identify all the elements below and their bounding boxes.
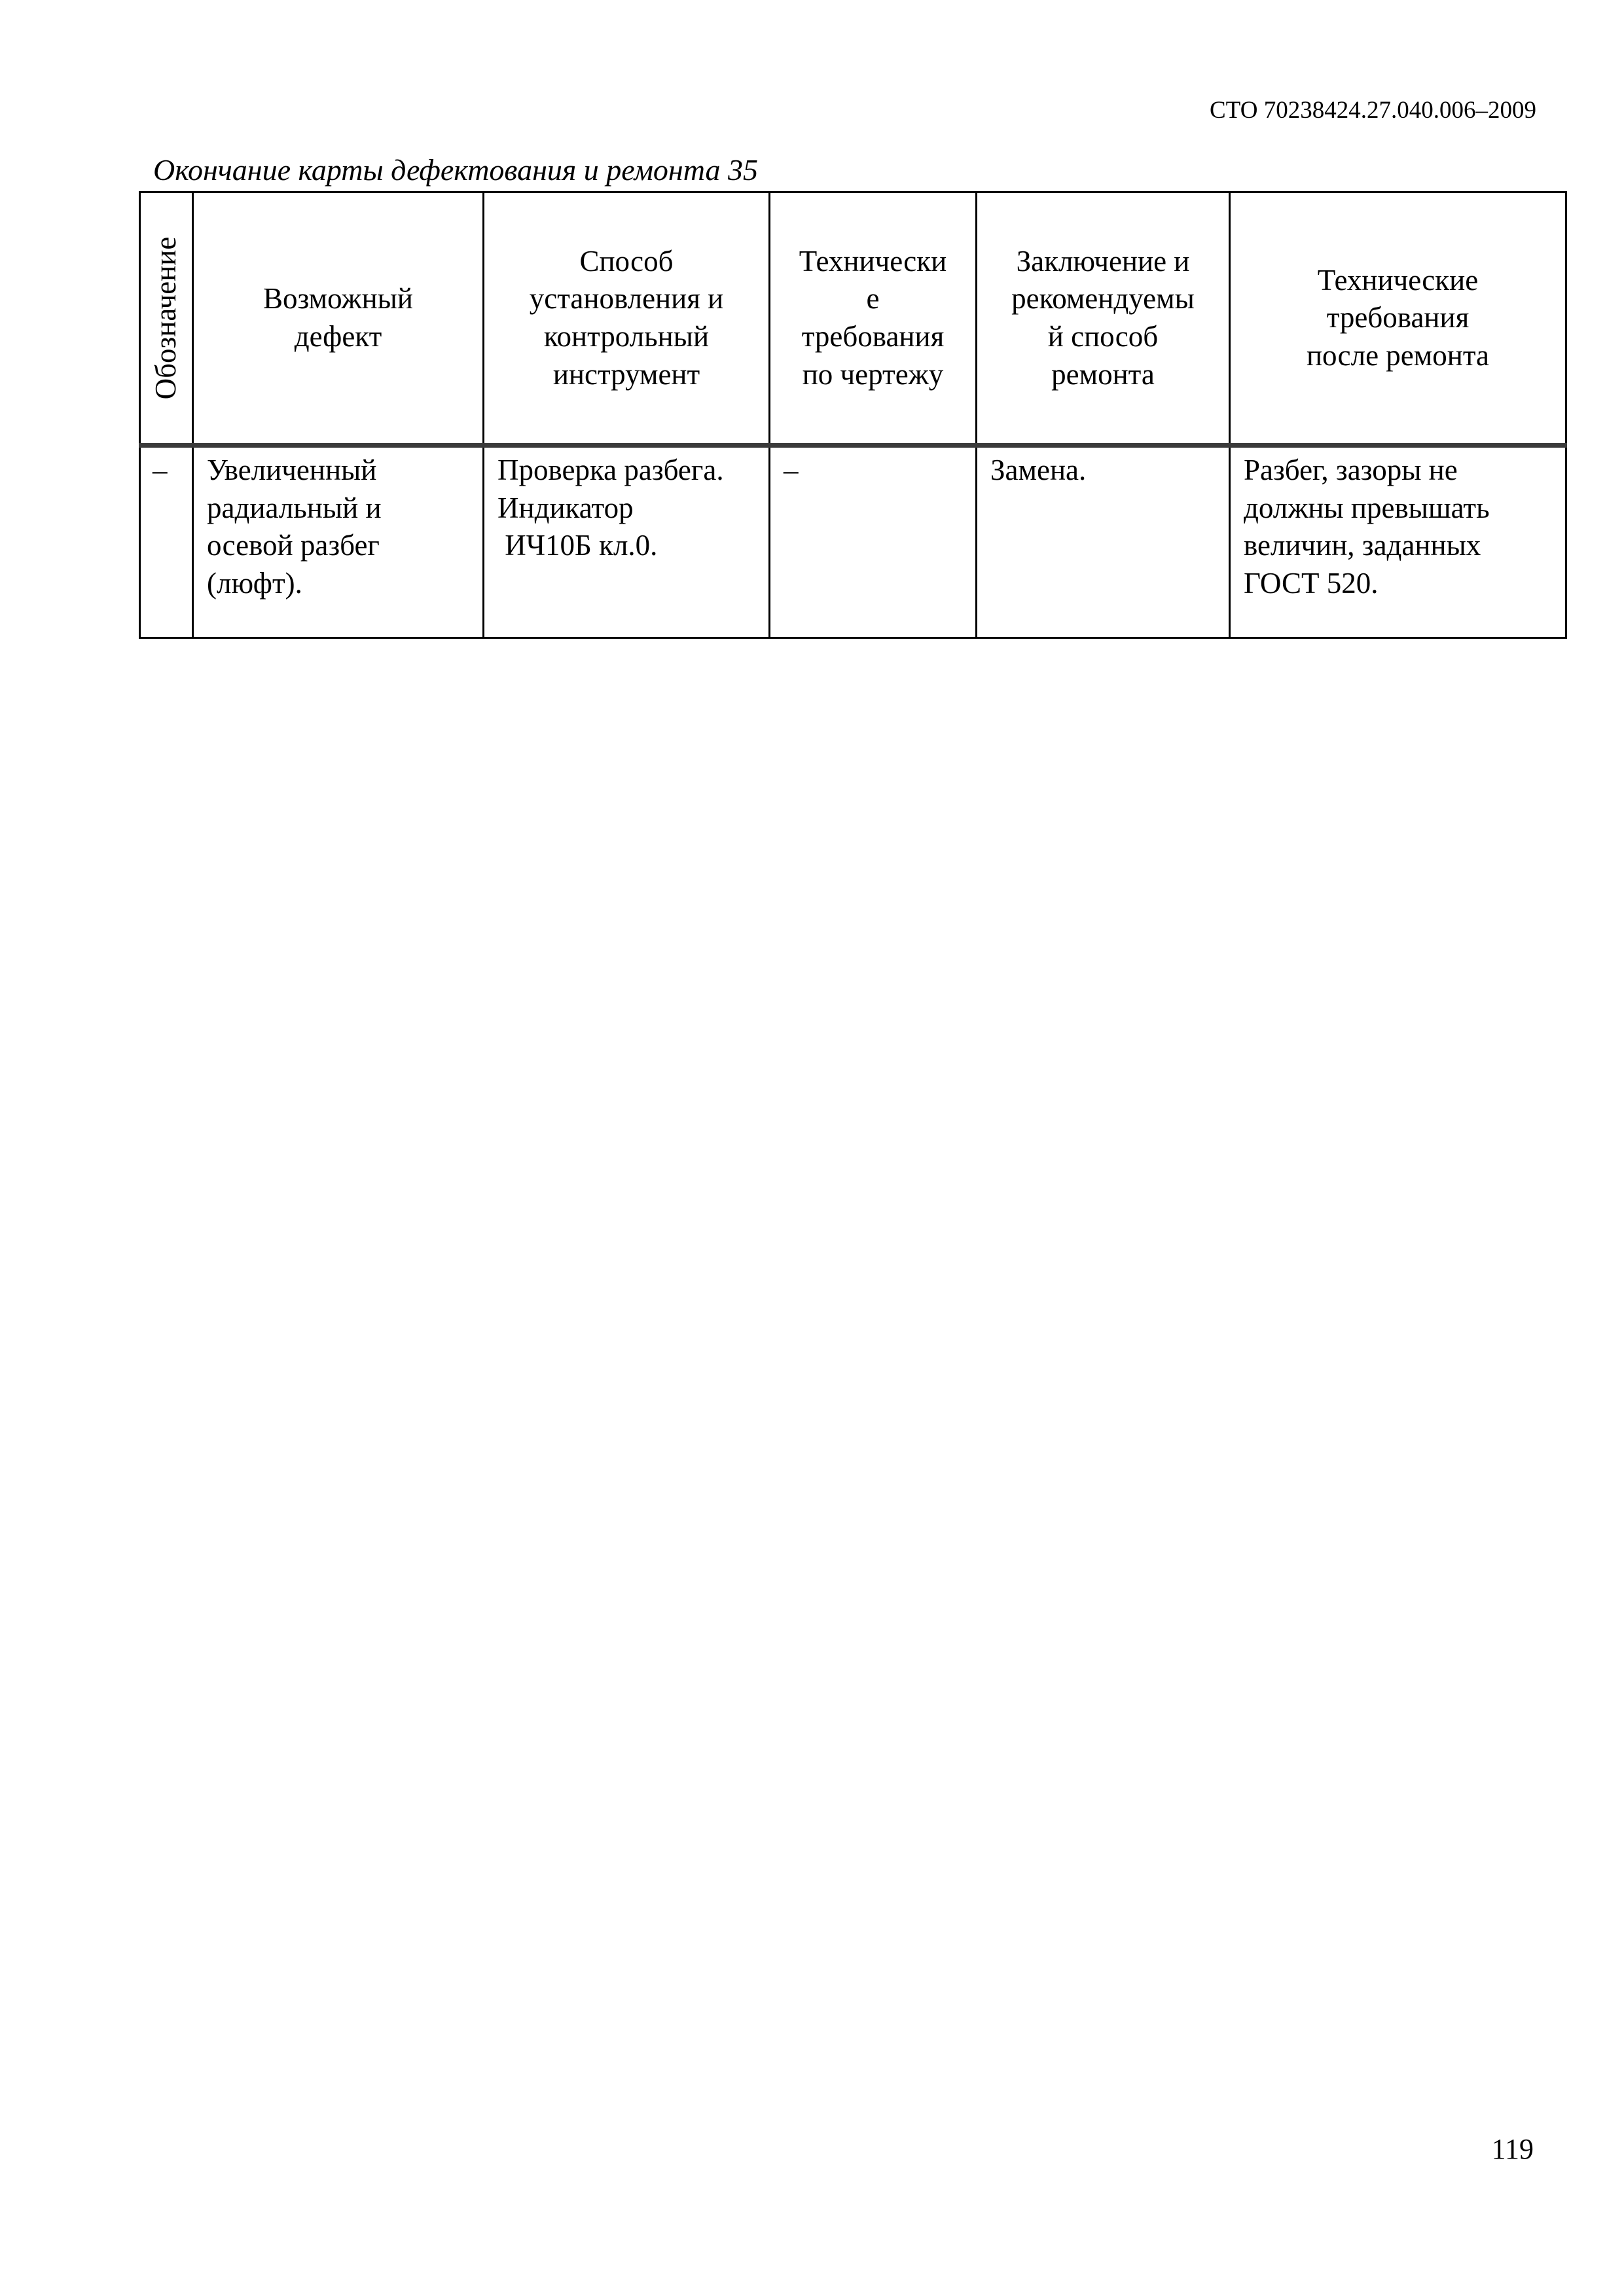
page-number: 119 bbox=[1491, 2133, 1534, 2165]
table-caption: Окончание карты дефектования и ремонта 35 bbox=[153, 153, 759, 187]
cell-line: Индикатор bbox=[497, 491, 634, 524]
cell-line: Проверка разбега. bbox=[497, 454, 724, 486]
header-line: требования bbox=[801, 320, 945, 353]
header-line: после ремонта bbox=[1306, 338, 1490, 372]
header-line: Способ bbox=[579, 244, 674, 278]
header-after-repair-label bbox=[1300, 262, 1496, 375]
header-line: по чертежу bbox=[802, 357, 944, 391]
cell-line: осевой разбег bbox=[207, 529, 380, 562]
defect-repair-table bbox=[139, 191, 1567, 639]
header-line: дефект bbox=[294, 320, 382, 353]
header-conclusion bbox=[977, 192, 1230, 446]
cell-conclusion: Замена. bbox=[977, 446, 1230, 638]
header-drawing-requirements-label bbox=[793, 243, 953, 393]
header-line: установления и bbox=[529, 282, 724, 315]
header-detection-method bbox=[484, 192, 770, 446]
header-designation bbox=[140, 192, 193, 446]
cell-line: ГОСТ 520. bbox=[1244, 566, 1379, 600]
cell-method bbox=[484, 446, 770, 638]
cell-line: ИЧ10Б кл.0. bbox=[497, 529, 658, 562]
header-designation-label: Обозначение bbox=[149, 236, 183, 400]
table-header-row bbox=[140, 192, 1566, 446]
cell-drawing-requirements: – bbox=[770, 446, 977, 638]
header-line: контрольный bbox=[543, 320, 710, 353]
table-row bbox=[140, 446, 1566, 638]
cell-designation: – bbox=[140, 446, 193, 638]
cell-line: (люфт). bbox=[207, 566, 302, 600]
header-line: й способ bbox=[1047, 320, 1159, 353]
header-line: инструмент bbox=[552, 357, 700, 391]
cell-line: Увеличенный bbox=[207, 454, 377, 486]
header-line: Заключение и bbox=[1016, 244, 1190, 278]
header-drawing-requirements bbox=[770, 192, 977, 446]
header-line: рекомендуемы bbox=[1011, 282, 1195, 315]
cell-line: должны превышать bbox=[1244, 491, 1490, 524]
cell-line: величин, заданных bbox=[1244, 529, 1481, 562]
cell-after-repair bbox=[1230, 446, 1566, 638]
document-code: СТО 70238424.27.040.006–2009 bbox=[1209, 97, 1536, 124]
header-conclusion-label bbox=[1005, 243, 1201, 393]
cell-defect bbox=[193, 446, 484, 638]
header-after-repair bbox=[1230, 192, 1566, 446]
header-line: е bbox=[866, 282, 880, 315]
header-line: Технически bbox=[799, 244, 947, 278]
cell-line: Разбег, зазоры не bbox=[1244, 454, 1458, 486]
header-line: ремонта bbox=[1051, 357, 1155, 391]
header-line: требования bbox=[1326, 301, 1470, 334]
header-line: Возможный bbox=[263, 282, 413, 315]
header-detection-method-label bbox=[523, 243, 731, 393]
header-possible-defect-label bbox=[257, 280, 420, 355]
header-possible-defect bbox=[193, 192, 484, 446]
header-line: Технические bbox=[1317, 263, 1479, 296]
cell-line: радиальный и bbox=[207, 491, 382, 524]
